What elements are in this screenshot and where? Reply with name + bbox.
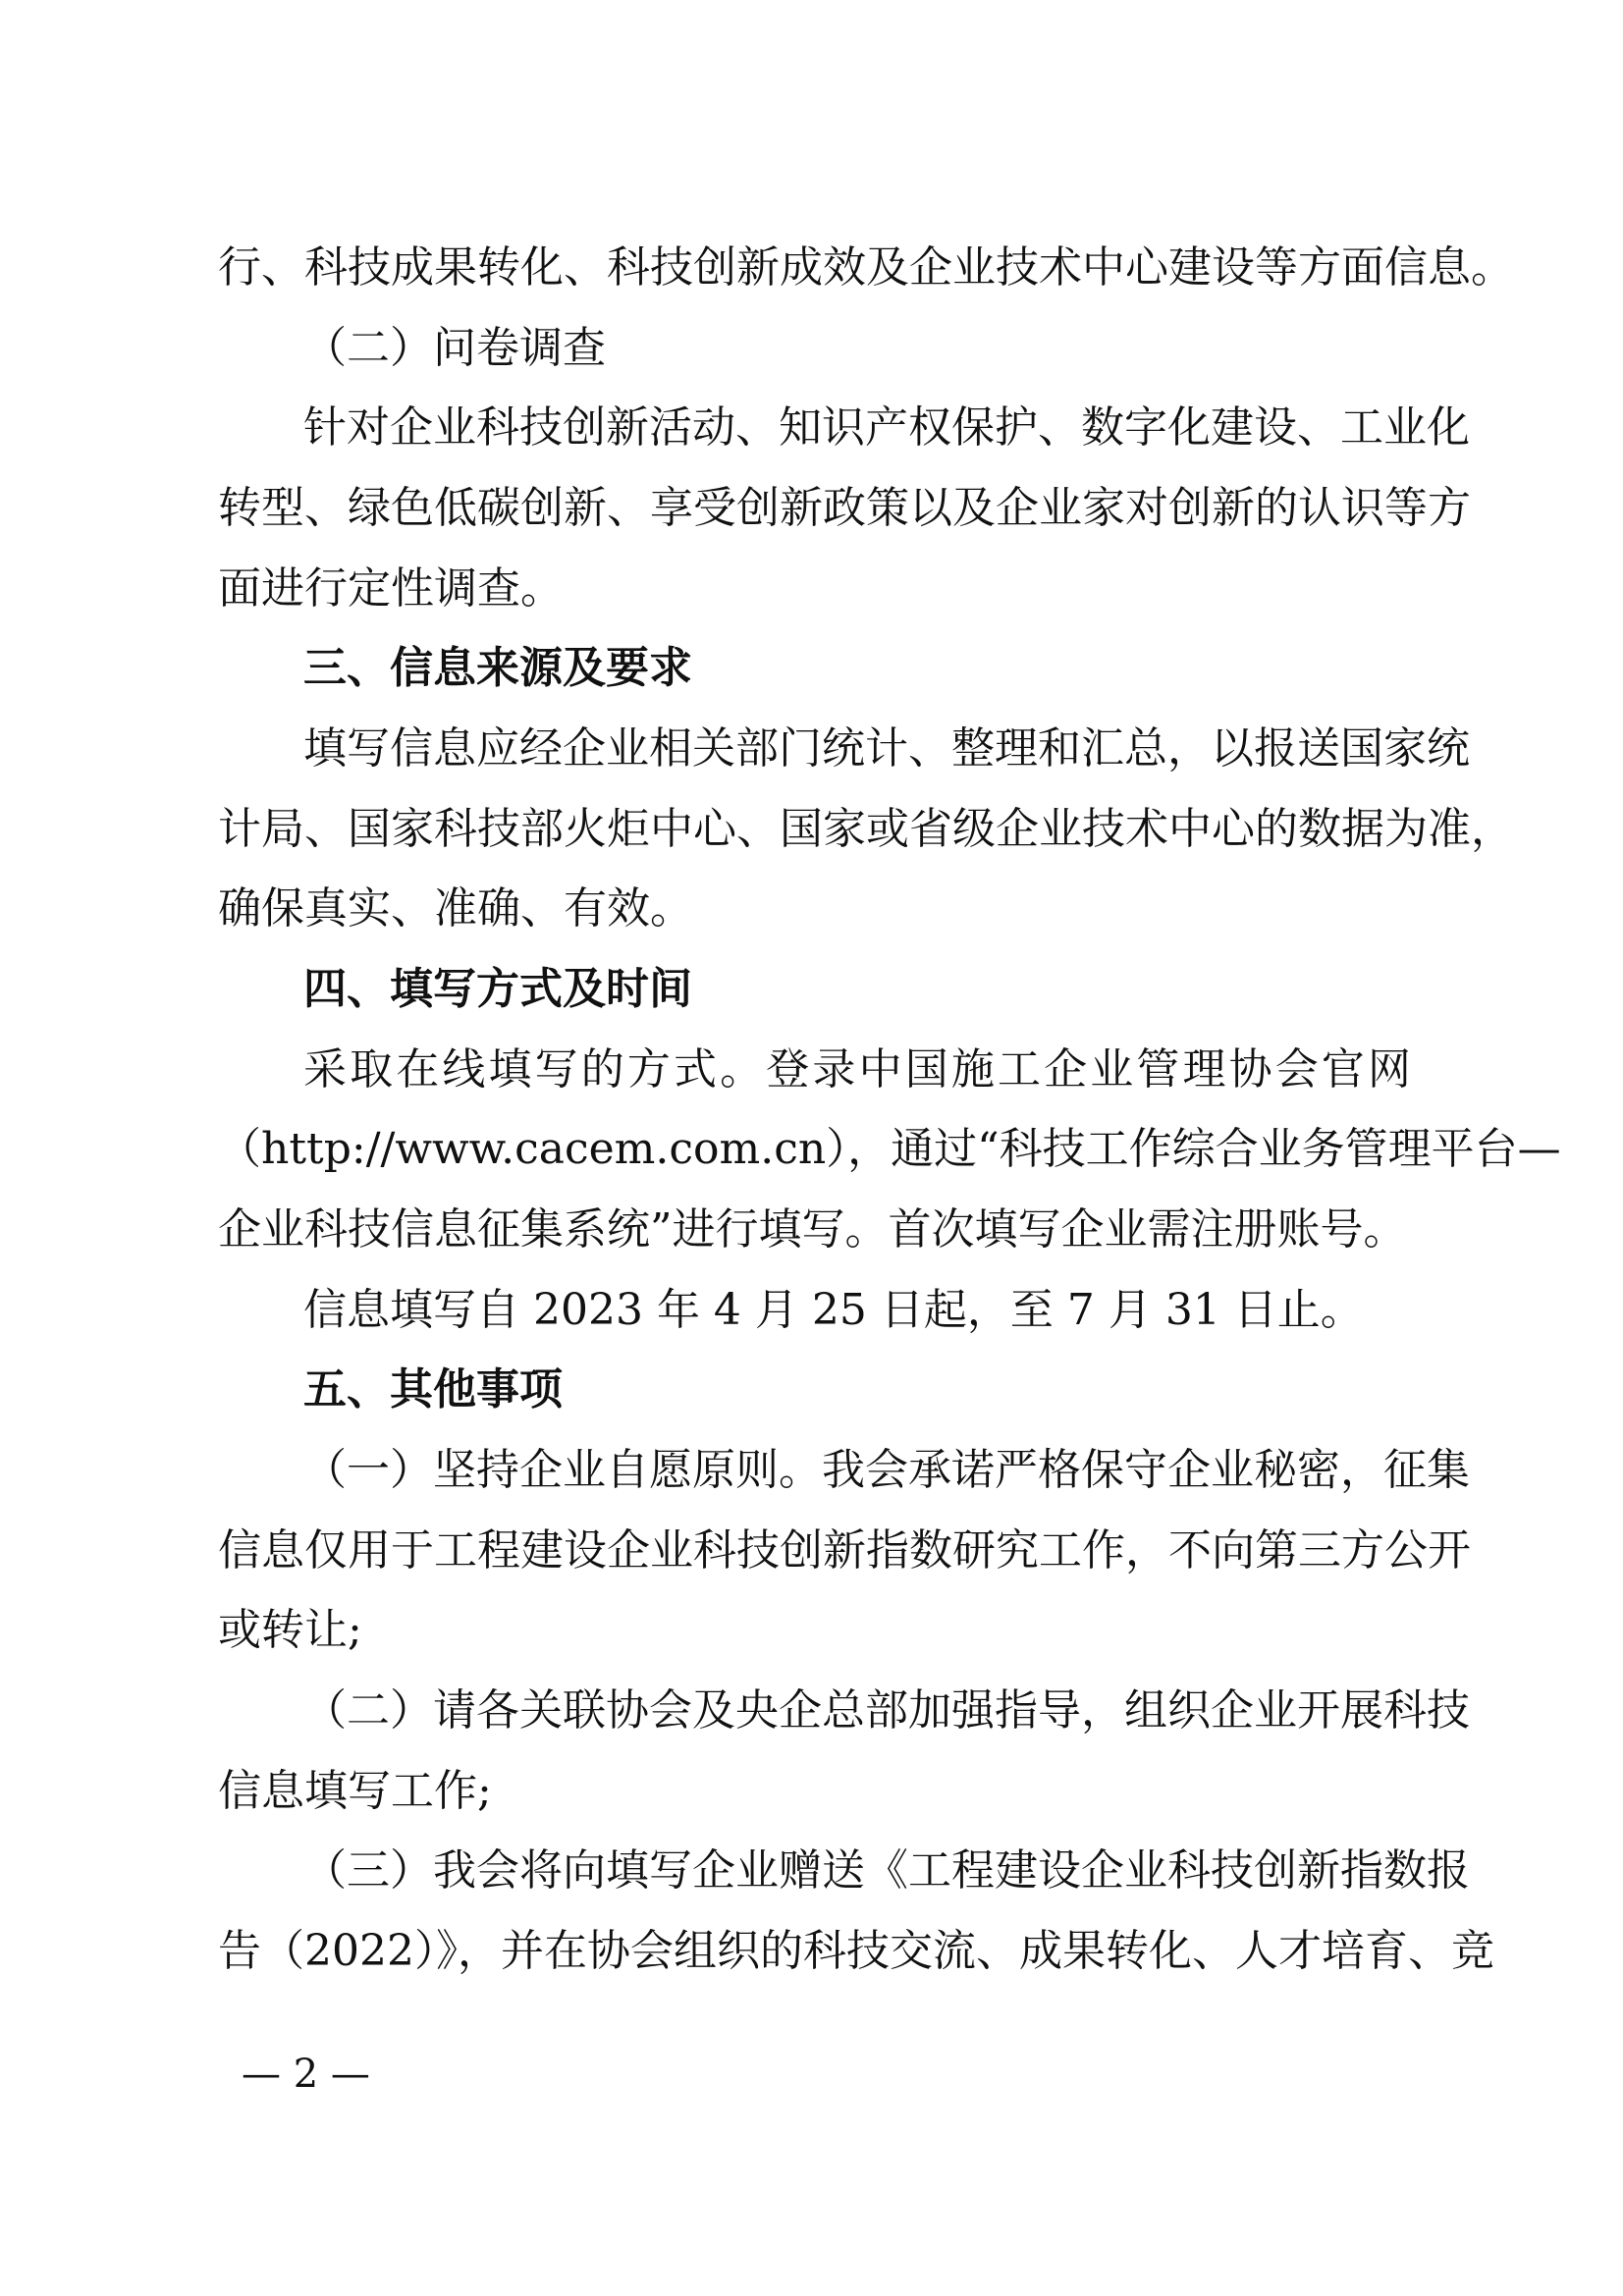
body-line: （三）我会将向填写企业赠送《工程建设企业科技创新指数报	[303, 1845, 1470, 1896]
body-line: 针对企业科技创新活动、知识产权保护、数字化建设、工业化	[303, 402, 1470, 453]
body-line: 或转让;	[218, 1605, 362, 1655]
body-line: 信息填写工作;	[218, 1766, 492, 1816]
body-line: （二）请各关联协会及央企总部加强指导，组织企业开展科技	[303, 1685, 1470, 1735]
body-line: 面进行定性调查。	[218, 563, 564, 614]
body-line-website: （http://www.cacem.com.cn），通过“科技工作综合业务管理平台—	[218, 1124, 1561, 1174]
section-heading-fill-method: 四、填写方式及时间	[303, 964, 692, 1014]
section-heading-info-source: 三、信息来源及要求	[303, 643, 692, 693]
body-line-dates: 信息填写自 2023 年 4 月 25 日起，至 7 月 31 日止。	[303, 1285, 1364, 1335]
body-line: 行、科技成果转化、科技创新成效及企业技术中心建设等方面信息。	[218, 242, 1514, 293]
body-line: 采取在线填写的方式。登录中国施工企业管理协会官网	[303, 1044, 1411, 1095]
body-line: （一）坚持企业自愿原则。我会承诺严格保守企业秘密，征集	[303, 1445, 1470, 1495]
body-line: 告（2022）》，并在协会组织的科技交流、成果转化、人才培育、竞	[218, 1926, 1494, 1976]
body-line: 企业科技信息征集系统”进行填写。首次填写企业需注册账号。	[218, 1204, 1407, 1255]
section-heading-other-matters: 五、其他事项	[303, 1364, 563, 1415]
body-line: 填写信息应经企业相关部门统计、整理和汇总，以报送国家统	[303, 723, 1470, 774]
subheading-questionnaire: （二）问卷调查	[303, 323, 606, 373]
body-line: 计局、国家科技部火炬中心、国家或省级企业技术中心的数据为准，	[218, 804, 1514, 854]
body-line: 确保真实、准确、有效。	[218, 883, 693, 934]
page-number: — 2 —	[242, 2052, 370, 2097]
body-line: 信息仅用于工程建设企业科技创新指数研究工作，不向第三方公开	[218, 1525, 1471, 1575]
body-line: 转型、绿色低碳创新、享受创新政策以及企业家对创新的认识等方	[218, 483, 1471, 533]
